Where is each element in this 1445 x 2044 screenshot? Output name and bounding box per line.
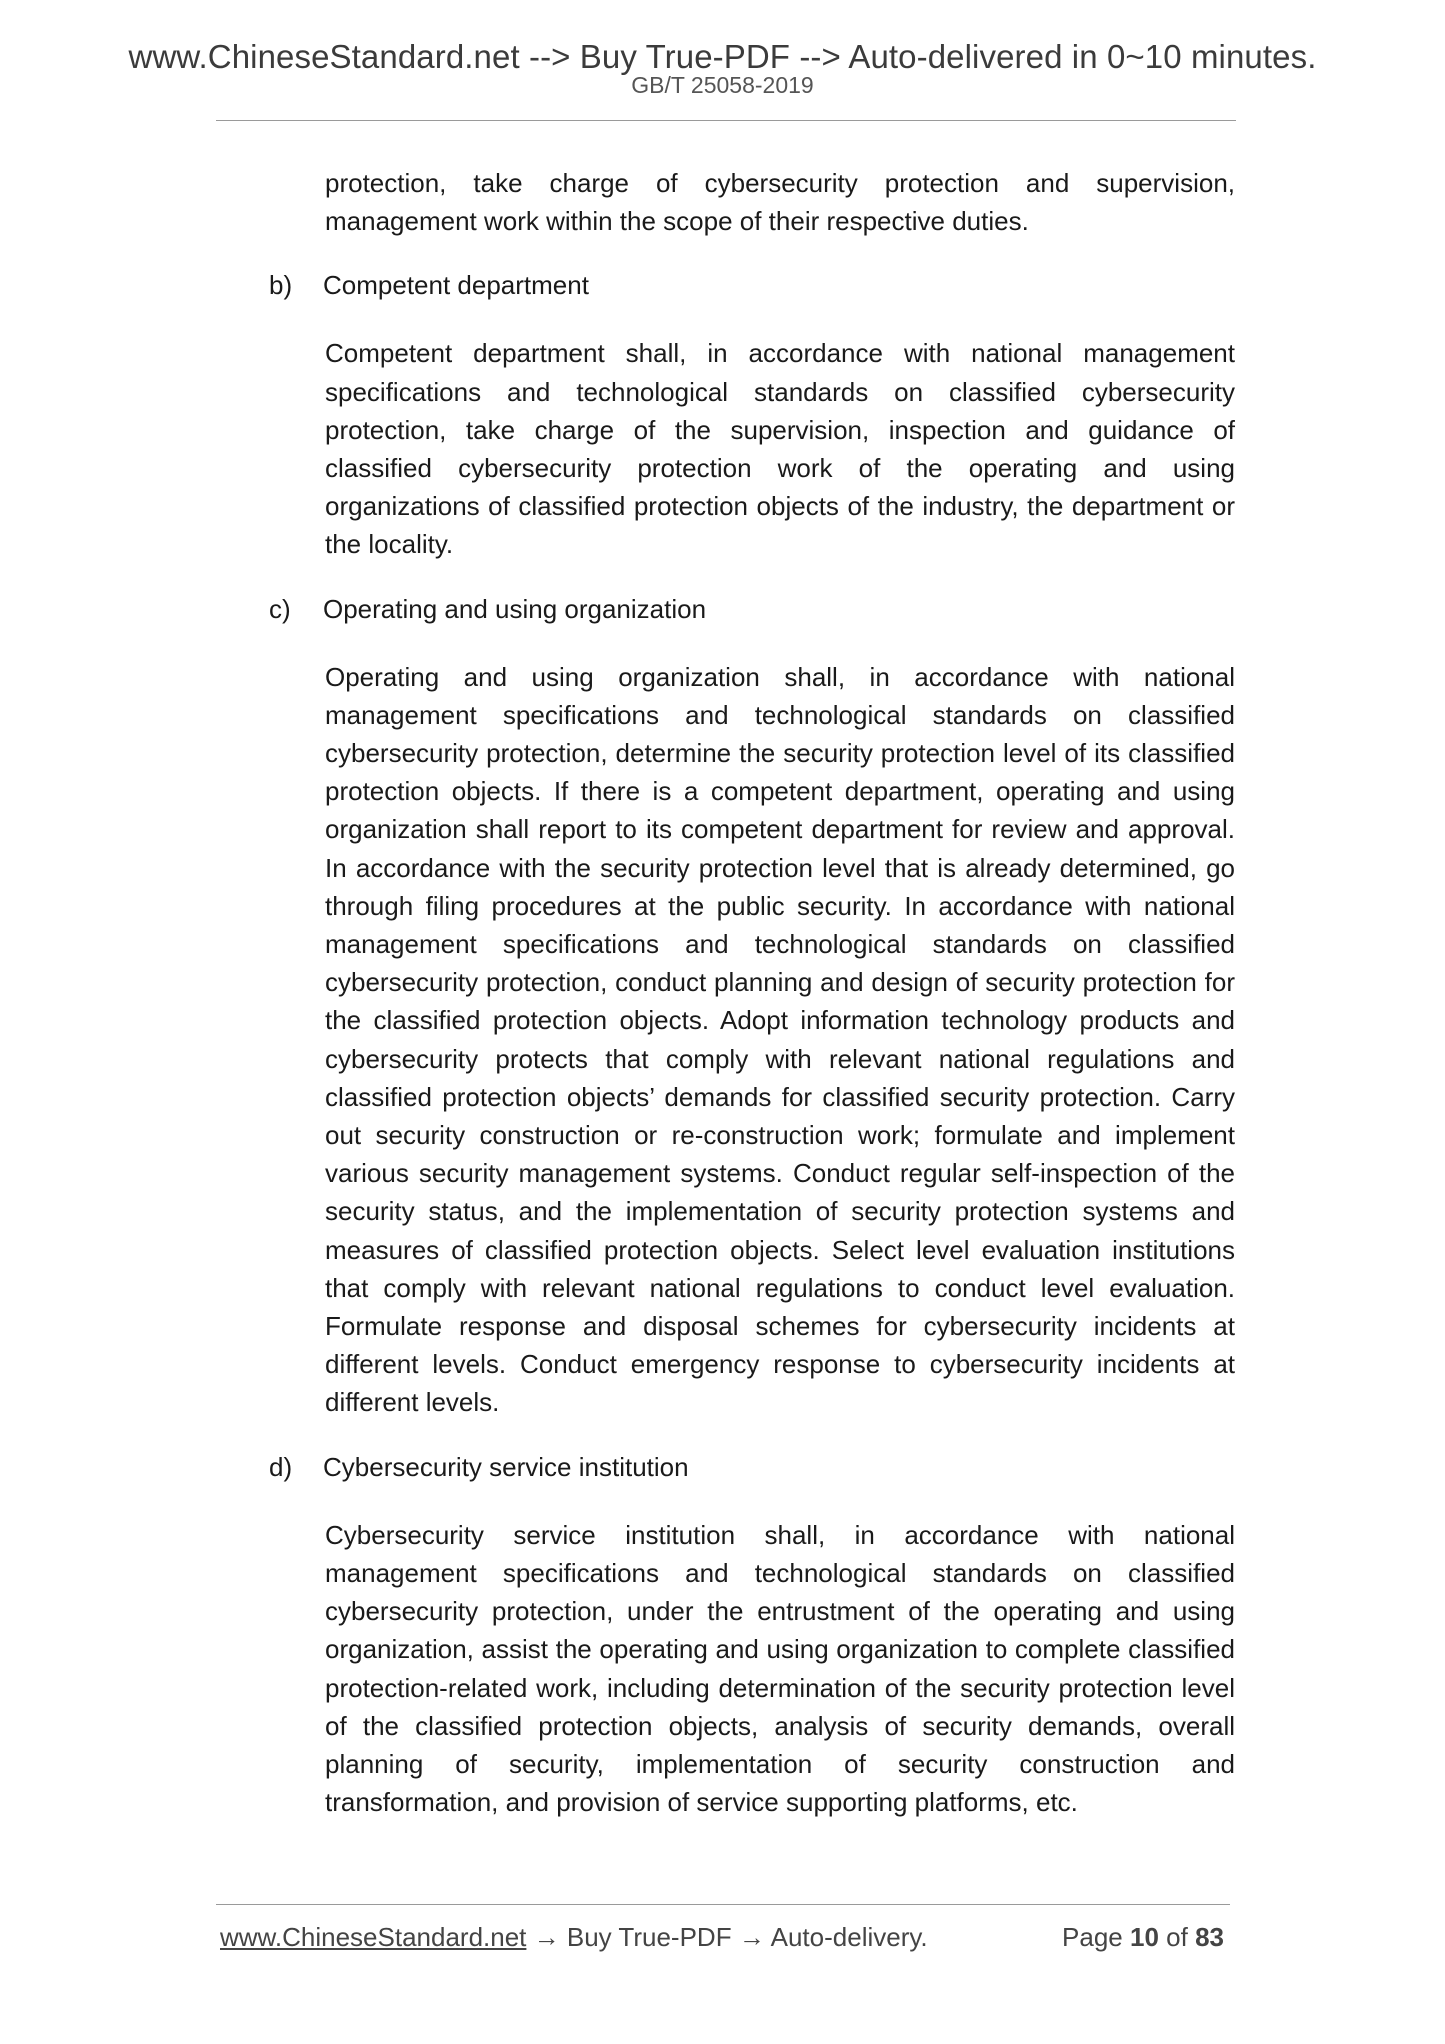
arrow-icon: → [533, 1922, 560, 1952]
standard-code: GB/T 25058-2019 [631, 72, 814, 98]
document-body [255, 164, 1235, 1821]
item-d-title: Cybersecurity service institution [323, 1451, 689, 1482]
page-indicator [1062, 1922, 1224, 1953]
item-c-title: Operating and using organization [323, 593, 707, 624]
item-c-paragraph: Operating and using organization shall, in accordance with national management specifications and technological standards on classified cybersecurity protection, determine the security protection level of its classified protection objects. If there is a competent department, operating and using organization shall report to its competent department for review and approval. In accordance with the security protection level that is already determined, go through filing procedures at the public security. In accordance with national management specifications and technological standards on classified cybersecurity protection, conduct planning and design of security protection for the classified protection objects. Adopt information technology products and cybersecurity protects that comply with relevant national regulations and classified protection objects’ demands for classified security protection. Carry out security construction or re-construction work; formulate and implement various security management systems. Conduct regular self-inspection of the security status, and the implementation of security protection systems and measures of classified protection objects. Select level evaluation institutions that comply with relevant national regulations to conduct level evaluation. Formulate response and disposal schemes for cybersecurity incidents at different levels. Conduct emergency response to cybersecurity incidents at different levels. [325, 661, 1235, 1418]
footer-delivery-text: Auto-delivery. [770, 1922, 928, 1952]
footer-divider [216, 1904, 1230, 1905]
footer-buy-text: Buy True-PDF [566, 1922, 732, 1952]
item-b-title: Competent department [323, 270, 589, 301]
item-b-marker: b) [269, 270, 293, 301]
item-c-heading [255, 590, 1235, 628]
item-d-marker: d) [269, 1451, 293, 1482]
item-d-paragraph: Cybersecurity service institution shall, in accordance with national management specifications and technological standards on classified cybersecurity protection, under the entrustment of the operating and using organization, assist the operating and using organization to complete classified protection-related work, including determination of the security protection level of the classified protection objects, analysis of security demands, overall planning of security, implementation of security construction and transformation, and provision of service supporting platforms, etc. [325, 1519, 1235, 1818]
item-d-heading [255, 1448, 1235, 1486]
item-b-heading [255, 266, 1235, 304]
page-total: 83 [1195, 1922, 1224, 1952]
of-label: of [1166, 1922, 1188, 1952]
item-c-marker: c) [269, 593, 291, 624]
header-divider [216, 120, 1236, 121]
intro-paragraph: protection, take charge of cybersecurity protection and supervision, management work within the scope of their respective duties. [325, 168, 1235, 237]
footer-site-link[interactable]: www.ChineseStandard.net [220, 1922, 527, 1952]
page-label: Page [1062, 1922, 1123, 1952]
page-number: 10 [1130, 1922, 1159, 1952]
item-b-paragraph: Competent department shall, in accordance with national management specifications and technological standards on classified cybersecurity protection, take charge of the supervision, inspection and guidance of classified cybersecurity protection work of the operating and using organizations of classified protection objects of the industry, the department or the locality. [325, 338, 1235, 560]
header-banner: www.ChineseStandard.net --> Buy True-PDF --> Auto-delivered in 0~10 minutes. [128, 38, 1317, 75]
arrow-icon: → [738, 1922, 765, 1952]
